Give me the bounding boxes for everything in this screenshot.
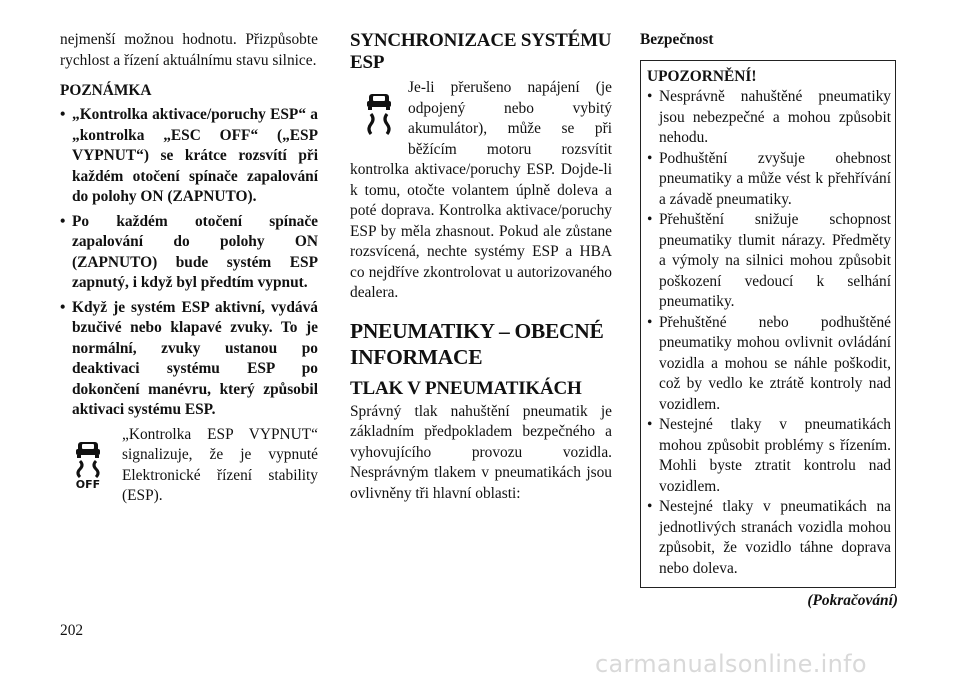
note-list <box>60 105 318 421</box>
safety-heading: Bezpečnost <box>640 31 714 48</box>
note-heading: POZNÁMKA <box>60 82 152 99</box>
warning-title: UPOZORNĚNÍ! <box>647 68 757 85</box>
section-heading-tire-pressure: TLAK V PNEUMATIKÁCH <box>350 377 582 399</box>
column-left <box>60 30 318 507</box>
esp-sync-paragraph <box>350 78 612 304</box>
warning-item: • Přehuštění snižuje schopnost pneumatiky tlumit nárazy. Předměty a výmoly na silnici mohou způsobit poškození vedoucí k selhání pneumatiky. <box>647 210 891 313</box>
esp-activation-icon <box>360 92 398 136</box>
note-item: • Po každém otočení spínače zapalování do polohy ON (ZAPNUTO) bude systém ESP zapnutý, i když byl předtím vypnut. <box>60 212 318 294</box>
warning-item: • Podhuštění zvyšuje ohebnost pneumatiky a může vést k přehřívání a závadě pneumatiky. <box>647 149 891 211</box>
esp-off-icon-label: OFF <box>75 477 101 489</box>
warning-item: • Přehuštěné nebo podhuštěné pneumatiky mohou ovlivnit ovládání vozidla a mohou se náhle poškodit, což by vedlo ke ztrátě kontroly nad vozidlem. <box>647 313 891 416</box>
page-number: 202 <box>60 622 84 639</box>
watermark: carmanualsonline.info <box>595 650 867 678</box>
continued-label: (Pokračování) <box>807 592 898 609</box>
note-item: • „Kontrolka aktivace/poruchy ESP“ a „kontrolka „ESC OFF“ („ESP VYPNUT“) se krátce rozsvítí při každém otočení spínače zapalování do polohy ON (ZAPNUTO). <box>60 105 318 208</box>
warning-box <box>640 60 896 588</box>
esp-off-warning-icon <box>68 439 108 489</box>
section-heading-esp-sync: SYNCHRONIZACE SYSTÉMU ESP <box>350 30 612 73</box>
warning-item: • Nestejné tlaky v pneumatikách mohou způsobit problémy s řízením. Mohli byste ztratit kontrolu nad vozidlem. <box>647 415 891 497</box>
esp-icon-wrap <box>350 78 408 150</box>
section-heading-tires: PNEUMATIKY – OBECNÉ INFORMACE <box>350 318 604 369</box>
column-middle <box>350 30 612 504</box>
tire-pressure-text: Správný tlak nahuštění pneumatik je základním předpokladem bezpečného a vyhovujícího provozu vozidla. Nesprávným tlakem v pneumatikách jsou ovlivněny tři hlavní oblasti: <box>350 402 612 502</box>
esp-off-text: „Kontrolka ESP VYPNUT“ signalizuje, že je vypnuté Elektronické řízení stability (ESP). <box>122 425 318 504</box>
esp-off-paragraph <box>60 425 318 507</box>
warning-item: • Nesprávně nahuštěné pneumatiky jsou nebezpečné a mohou způsobit nehodu. <box>647 87 891 149</box>
note-item: • Když je systém ESP aktivní, vydává bzučivé nebo klapavé zvuky. To je normální, zvuky ustanou po deaktivaci systému ESP po dokončení manévru, který způsobil aktivaci systému ESP. <box>60 298 318 421</box>
column-right <box>640 30 898 610</box>
warning-list <box>647 87 891 579</box>
intro-paragraph: nejmenší možnou hodnotu. Přizpůsobte rychlost a řízení aktuálnímu stavu silnice. <box>60 31 318 69</box>
warning-item: • Nestejné tlaky v pneumatikách na jednotlivých stranách vozidla mohou způsobit, že vozidlo táhne doprava nebo doleva. <box>647 497 891 579</box>
esp-sync-text: Je-li přerušeno napájení (je odpojený nebo vybitý akumulátor), může se při běžícím motoru rozsvítit kontrolka aktivace/poruchy ESP. Dojde-li k tomu, otočte volantem úplně doleva a poté doprava. Kontrolka aktivace/poruchy ESP by měla zhasnout. Pokud ale zůstane rozsvícená, nechte systémy ESP a HBA co nejdříve zkontrolovat u autorizovaného dealera. <box>350 79 612 301</box>
